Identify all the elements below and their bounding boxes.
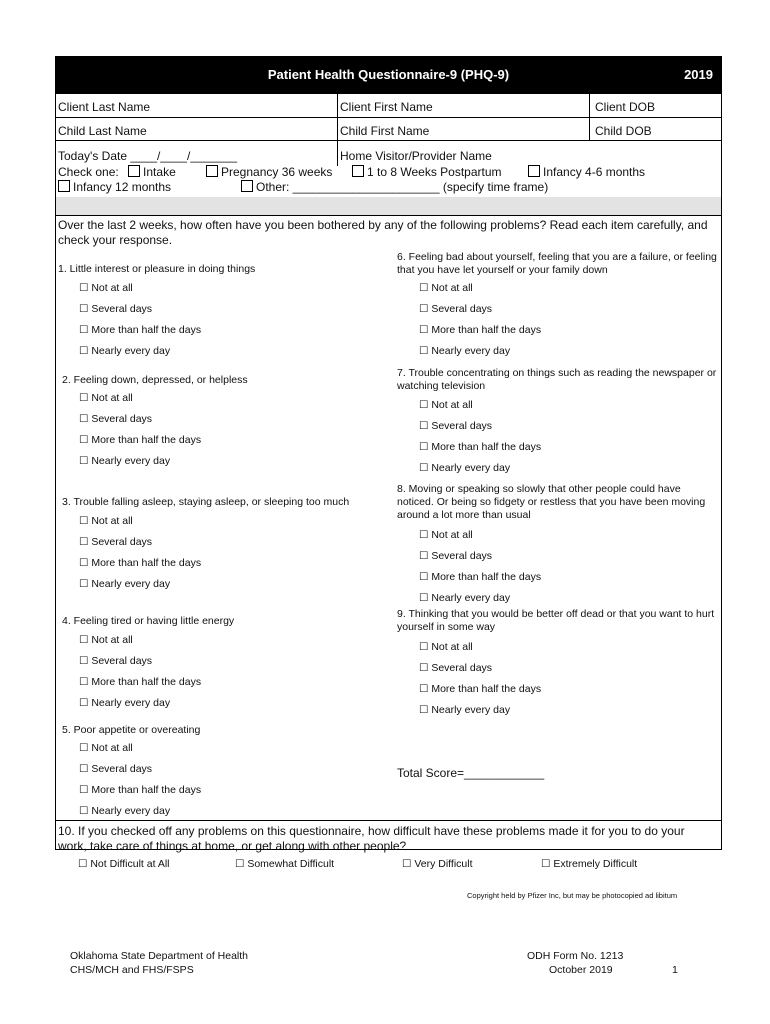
check-one-label: Check one: [58,165,119,179]
q3-more-than-half[interactable]: ☐ More than half the days [79,557,202,569]
question-5: 5. Poor appetite or overeating [62,724,201,736]
divider [56,93,721,94]
divider [56,820,721,821]
client-first-name-field[interactable]: Client First Name [340,100,433,114]
q1-several-days[interactable]: ☐ Several days [79,303,153,315]
q1-not-at-all[interactable]: ☐ Not at all [79,282,133,294]
q8-not-at-all[interactable]: ☐ Not at all [419,529,473,541]
q4-more-than-half[interactable]: ☐ More than half the days [79,676,202,688]
infancy-12-label: Infancy 12 months [73,180,172,194]
q8-nearly-every-day[interactable]: ☐ Nearly every day [419,592,511,604]
child-first-name-field[interactable]: Child First Name [340,124,430,138]
q10-very-difficult[interactable]: ☐ Very Difficult [402,858,473,870]
divider [56,140,721,141]
q10-not-difficult[interactable]: ☐ Not Difficult at All [78,858,170,870]
q5-not-at-all[interactable]: ☐ Not at all [79,742,133,754]
q7-not-at-all[interactable]: ☐ Not at all [419,399,473,411]
q3-nearly-every-day[interactable]: ☐ Nearly every day [79,578,171,590]
footer-org-line1: Oklahoma State Department of Health [70,950,249,962]
q6-several-days[interactable]: ☐ Several days [419,303,493,315]
q5-several-days[interactable]: ☐ Several days [79,763,153,775]
infancy-12-checkbox[interactable] [58,180,70,192]
form-year: 2019 [684,67,713,82]
divider [337,140,338,166]
q3-several-days[interactable]: ☐ Several days [79,536,153,548]
phq9-form [55,56,722,853]
q2-not-at-all[interactable]: ☐ Not at all [79,392,133,404]
q7-several-days[interactable]: ☐ Several days [419,420,493,432]
infancy-12-option[interactable] [58,180,171,194]
divider [56,117,721,118]
infancy-4-6-label: Infancy 4-6 months [543,165,646,179]
copyright-note: Copyright held by Pfizer Inc, but may be photocopied ad libitum [467,891,678,900]
divider [337,93,338,140]
q3-not-at-all[interactable]: ☐ Not at all [79,515,133,527]
q5-nearly-every-day[interactable]: ☐ Nearly every day [79,805,171,817]
q9-not-at-all[interactable]: ☐ Not at all [419,641,473,653]
form-title: Patient Health Questionnaire-9 (PHQ-9) [267,67,510,82]
q9-nearly-every-day[interactable]: ☐ Nearly every day [419,704,511,716]
q8-more-than-half[interactable]: ☐ More than half the days [419,571,542,583]
divider [589,93,590,140]
section-band [56,197,721,215]
q4-not-at-all[interactable]: ☐ Not at all [79,634,133,646]
question-1: 1. Little interest or pleasure in doing things [58,263,256,275]
q7-nearly-every-day[interactable]: ☐ Nearly every day [419,462,511,474]
child-last-name-field[interactable]: Child Last Name [58,124,147,138]
intake-checkbox[interactable] [128,165,140,177]
q4-nearly-every-day[interactable]: ☐ Nearly every day [79,697,171,709]
other-label: Other: ______________________ (specify time frame) [256,180,549,194]
postpartum-option[interactable] [352,165,502,179]
q1-more-than-half[interactable]: ☐ More than half the days [79,324,202,336]
q10-somewhat-difficult[interactable]: ☐ Somewhat Difficult [235,858,335,870]
client-dob-field[interactable]: Client DOB [595,100,656,114]
q2-more-than-half[interactable]: ☐ More than half the days [79,434,202,446]
postpartum-checkbox[interactable] [352,165,364,177]
infancy-4-6-option[interactable] [528,165,645,179]
other-checkbox[interactable] [241,180,253,192]
q1-nearly-every-day[interactable]: ☐ Nearly every day [79,345,171,357]
home-visitor-field[interactable]: Home Visitor/Provider Name [340,149,492,163]
q6-not-at-all[interactable]: ☐ Not at all [419,282,473,294]
q6-more-than-half[interactable]: ☐ More than half the days [419,324,542,336]
footer-date: October 2019 [549,964,613,976]
question-2: 2. Feeling down, depressed, or helpless [62,374,248,386]
other-option[interactable] [241,180,548,194]
total-score-field[interactable]: Total Score=____________ [397,766,545,780]
instructions: Over the last 2 weeks, how often have you been bothered by any of the following problems? Read each item carefully, and check your response. [58,218,708,247]
q5-more-than-half[interactable]: ☐ More than half the days [79,784,202,796]
q9-several-days[interactable]: ☐ Several days [419,662,493,674]
question-10: 10. If you checked off any problems on this questionnaire, how difficult have these problems made it for you to do your work, take care of things at home, or get along with other people? [58,824,685,853]
q6-nearly-every-day[interactable]: ☐ Nearly every day [419,345,511,357]
client-last-name-field[interactable]: Client Last Name [58,100,151,114]
infancy-4-6-checkbox[interactable] [528,165,540,177]
question-3: 3. Trouble falling asleep, staying asleep, or sleeping too much [62,496,350,508]
q10-extremely-difficult[interactable]: ☐ Extremely Difficult [541,858,638,870]
question-7: 7. Trouble concentrating on things such as reading the newspaper or watching television [397,367,717,392]
q8-several-days[interactable]: ☐ Several days [419,550,493,562]
pregnancy-label: Pregnancy 36 weeks [221,165,333,179]
q4-several-days[interactable]: ☐ Several days [79,655,153,667]
intake-label: Intake [143,165,176,179]
question-4: 4. Feeling tired or having little energy [62,615,235,627]
question-9: 9. Thinking that you would be better off dead or that you want to hurt yourself in some way [397,608,715,633]
q7-more-than-half[interactable]: ☐ More than half the days [419,441,542,453]
page-number: 1 [672,964,678,976]
question-6: 6. Feeling bad about yourself, feeling that you are a failure, or feeling that you have let yourself or your family down [397,251,717,276]
question-8: 8. Moving or speaking so slowly that other people could have noticed. Or being so fidgety or restless that you have been moving around a lot more than usual [397,483,706,521]
form-header [56,57,721,93]
footer-form-number: ODH Form No. 1213 [527,950,624,962]
pregnancy-option[interactable] [206,165,332,179]
divider [56,215,721,216]
postpartum-label: 1 to 8 Weeks Postpartum [367,165,502,179]
pregnancy-checkbox[interactable] [206,165,218,177]
q9-more-than-half[interactable]: ☐ More than half the days [419,683,542,695]
q2-nearly-every-day[interactable]: ☐ Nearly every day [79,455,171,467]
footer-org-line2: CHS/MCH and FHS/FSPS [70,964,194,976]
todays-date-field[interactable]: Today's Date ____/____/_______ [58,149,238,163]
q2-several-days[interactable]: ☐ Several days [79,413,153,425]
check-one-row [58,165,176,179]
child-dob-field[interactable]: Child DOB [595,124,652,138]
